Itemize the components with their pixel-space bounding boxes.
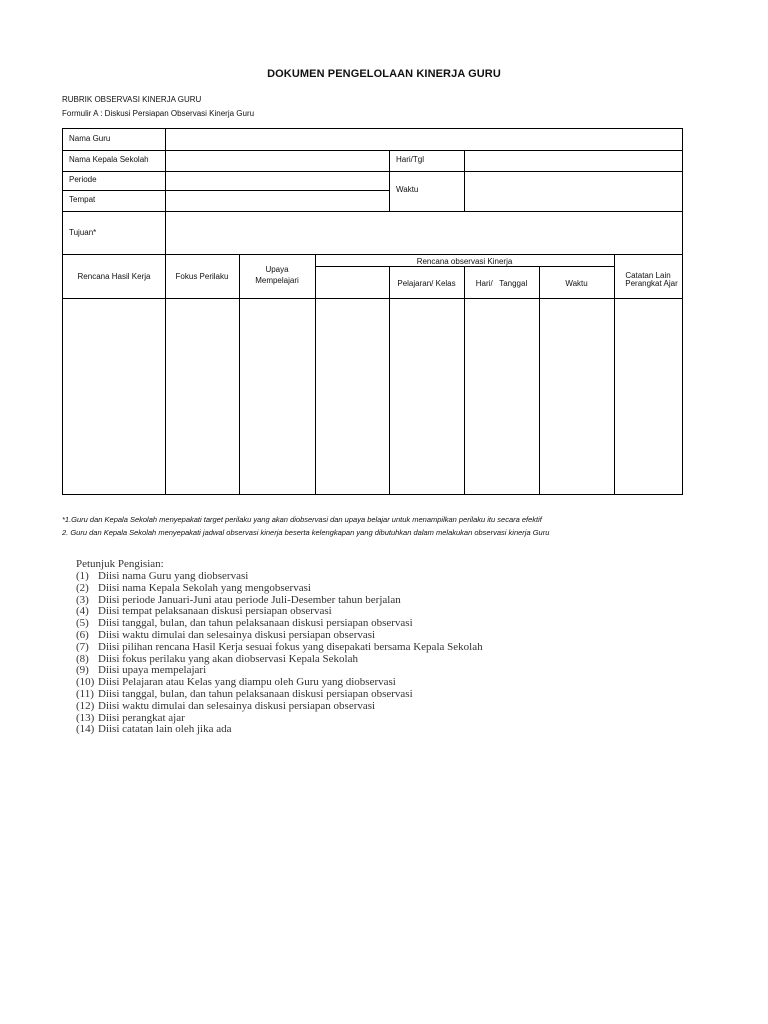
header-rencana-hasil-kerja: Rencana Hasil Kerja [77, 272, 151, 281]
label-nama-kepala-sekolah: Nama Kepala Sekolah [69, 155, 149, 164]
list-item: (7) Diisi pilihan rencana Hasil Kerja sesuai fokus yang disepakati bersama Kepala Sekolah [76, 640, 483, 653]
header-upaya-line1: Upaya [265, 265, 289, 274]
list-item: (9) Diisi upaya mempelajari [76, 664, 207, 677]
field-hari-tgl[interactable] [471, 155, 671, 167]
column-divider [239, 254, 240, 494]
list-item: (13) Diisi perangkat ajar [76, 711, 185, 724]
document-title: DOKUMEN PENGELOLAAN KINERJA GURU [267, 68, 501, 80]
list-item: (4) Diisi tempat pelaksanaan diskusi persiapan observasi [76, 605, 332, 618]
field-nama-kepala-sekolah[interactable] [171, 155, 381, 167]
header-catatan-lain: Catatan Lain [625, 271, 671, 280]
header-perangkat-ajar-cell: Perangkat Ajar [625, 279, 678, 288]
column-divider [464, 150, 465, 211]
note-2: 2. Guru dan Kepala Sekolah menyepakati jadwal observasi kinerja beserta kelengkapan yang dibutuhkan dalam melakukan observasi kinerja Guru [62, 528, 550, 537]
field-waktu[interactable] [471, 185, 671, 197]
guide-title: Petunjuk Pengisian: [76, 558, 164, 570]
label-tempat: Tempat [69, 195, 96, 204]
observation-form-table [62, 128, 683, 495]
column-divider [165, 129, 166, 254]
label-waktu: Waktu [396, 185, 419, 194]
label-periode: Periode [69, 175, 97, 184]
column-divider [539, 266, 540, 494]
list-item: (12) Diisi waktu dimulai dan selesainya diskusi persiapan observasi [76, 699, 376, 712]
label-tujuan: Tujuan* [69, 228, 97, 237]
rubric-title: RUBRIK OBSERVASI KINERJA GURU [62, 95, 202, 104]
column-divider [315, 254, 316, 494]
column-divider [389, 150, 390, 211]
list-item: (10) Diisi Pelajaran atau Kelas yang diampu oleh Guru yang diobservasi [76, 676, 396, 689]
field-tempat[interactable] [171, 195, 381, 207]
row-divider [63, 150, 682, 151]
field-periode[interactable] [171, 175, 381, 187]
row-divider [63, 211, 682, 212]
header-upaya-line2: Mempelajari [255, 276, 299, 285]
header-fokus-perilaku: Fokus Perilaku [175, 272, 229, 281]
row-divider [63, 254, 682, 255]
column-divider [165, 254, 166, 494]
list-item: (8) Diisi fokus perilaku yang akan diobservasi Kepala Sekolah [76, 652, 358, 665]
guide-list [76, 571, 483, 736]
list-item: (2) Diisi nama Kepala Sekolah yang mengobservasi [76, 581, 311, 594]
row-divider [63, 298, 682, 299]
filling-instructions [76, 558, 483, 736]
header-hari-tanggal: Hari/ Tanggal [475, 279, 528, 288]
column-divider [464, 266, 465, 494]
list-item: (5) Diisi tanggal, bulan, dan tahun pelaksanaan diskusi persiapan observasi [76, 617, 413, 630]
list-item: (14) Diisi catatan lain oleh jika ada [76, 723, 232, 736]
field-tujuan[interactable] [171, 221, 671, 247]
field-nama-guru[interactable] [171, 134, 671, 146]
column-divider [614, 254, 615, 494]
note-1: *1.Guru dan Kepala Sekolah menyepakati target perilaku yang akan diobservasi dan upaya belajar untuk menampilkan perilaku itu secara efektif [62, 515, 542, 524]
list-item: (11) Diisi tanggal, bulan, dan tahun pelaksanaan diskusi persiapan observasi [76, 687, 413, 700]
row-divider [63, 190, 389, 191]
list-item: (3) Diisi periode Januari-Juni atau periode Juli-Desember tahun berjalan [76, 593, 401, 606]
header-pelajaran-kelas: Pelajaran/ Kelas [397, 279, 456, 288]
label-nama-guru: Nama Guru [69, 134, 111, 143]
header-rencana-observasi: Rencana observasi Kinerja [416, 257, 513, 266]
row-divider [63, 171, 682, 172]
list-item: (6) Diisi waktu dimulai dan selesainya diskusi persiapan observasi [76, 628, 376, 641]
column-divider [389, 266, 390, 494]
header-upaya-mempelajari [239, 264, 315, 286]
header-waktu: Waktu [565, 279, 588, 288]
label-hari-tgl: Hari/Tgl [396, 155, 425, 164]
list-item: (1) Diisi nama Guru yang diobservasi [76, 570, 249, 582]
form-title: Formulir A : Diskusi Persiapan Observasi Kinerja Guru [62, 109, 255, 118]
